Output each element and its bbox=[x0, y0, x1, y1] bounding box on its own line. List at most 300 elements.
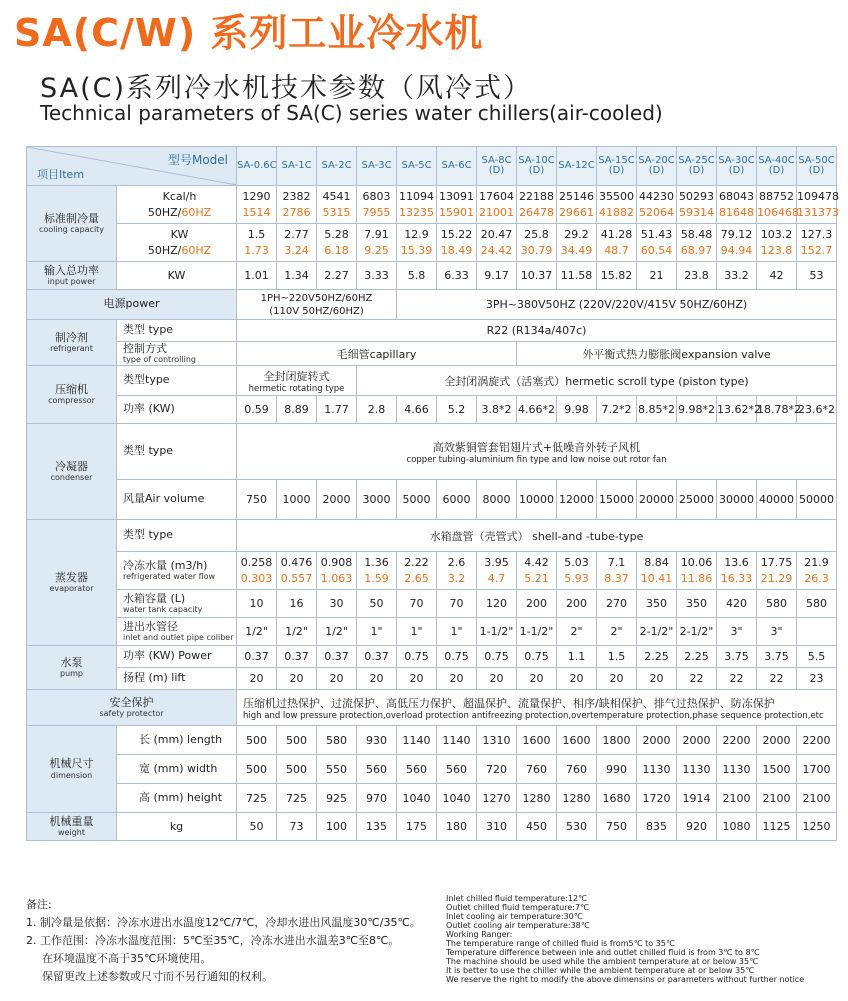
pump-lift-cell-value: 20 bbox=[609, 672, 624, 685]
evap-tank-label-en: water tank capacity bbox=[123, 605, 203, 615]
pump-power-cell bbox=[677, 646, 717, 668]
evaporator-pipe-cell bbox=[717, 618, 757, 646]
evaporator-tank-cell bbox=[317, 590, 357, 618]
model-suffix: (D) bbox=[768, 165, 785, 176]
input-power-unit bbox=[117, 262, 237, 290]
dimension-width-cell bbox=[397, 755, 437, 784]
evaporator-flow-cell-50hz: 5.03 bbox=[564, 555, 589, 569]
weight-cell bbox=[357, 813, 397, 841]
weight-cell bbox=[757, 813, 797, 841]
condenser-air-cell bbox=[557, 480, 597, 520]
kcal-cell-pair bbox=[757, 189, 799, 221]
evaporator-pipe-cell bbox=[637, 618, 677, 646]
compressor-power-cell-value: 13.62*2 bbox=[717, 403, 761, 416]
pump-power-cell-value: 3.75 bbox=[764, 650, 789, 663]
dimension-length-cell-value: 1310 bbox=[482, 733, 511, 747]
input-power-cell-value: 9.17 bbox=[484, 269, 509, 282]
evaporator-flow-cell-pair bbox=[317, 555, 356, 587]
dimension-height-cell bbox=[757, 784, 797, 813]
pump-lift-cell-value: 20 bbox=[409, 672, 424, 685]
input-power-unit-text: KW bbox=[167, 269, 186, 282]
note-cn-line: 2. 工作范围：冷冻水温度范围：5℃至35℃，冷冻水进出水温差3℃至8℃。 bbox=[26, 934, 400, 947]
model-header bbox=[517, 147, 557, 186]
kw-cell bbox=[637, 224, 677, 262]
model-name: SA-8C bbox=[481, 154, 512, 166]
dimension-width-cell bbox=[557, 755, 597, 784]
pump-power-cell-value: 2.25 bbox=[684, 650, 709, 663]
dimension-width-cell-value: 720 bbox=[486, 762, 507, 776]
pump-label bbox=[27, 646, 117, 690]
pump-label-cn: 水泵 bbox=[60, 655, 83, 669]
weight-cell bbox=[677, 813, 717, 841]
power-supply-single bbox=[237, 290, 397, 320]
kw-cell-60hz: 68.97 bbox=[680, 243, 713, 257]
kw-unit-pair bbox=[123, 227, 236, 259]
evaporator-pipe-cell-value: 2" bbox=[570, 625, 583, 638]
pump-lift-cell bbox=[557, 668, 597, 690]
dimension-length-cell bbox=[677, 726, 717, 755]
pump-power-cell-value: 1.1 bbox=[567, 650, 586, 663]
input-power-cell bbox=[797, 262, 837, 290]
power-supply-single-pair bbox=[237, 292, 396, 318]
comp-type-label: 类型type bbox=[123, 373, 170, 387]
kcal-cell-pair bbox=[397, 189, 436, 221]
evaporator-flow-cell bbox=[557, 552, 597, 590]
evaporator-tank-cell-value: 350 bbox=[646, 597, 667, 610]
model-name: SA-50C bbox=[798, 154, 835, 166]
evaporator-flow-cell bbox=[437, 552, 477, 590]
evaporator-tank-cell bbox=[597, 590, 637, 618]
evap-flow-label-en: refrigerated water flow bbox=[123, 572, 216, 582]
kcal-cell-60hz: 15901 bbox=[439, 205, 474, 219]
dimension-width-cell bbox=[637, 755, 677, 784]
input-power-cell bbox=[277, 262, 317, 290]
evaporator-flow-cell-pair bbox=[637, 555, 676, 587]
weight-cell-value: 750 bbox=[606, 820, 627, 833]
evaporator-flow-cell bbox=[357, 552, 397, 590]
condenser-air-cell-value: 750 bbox=[246, 493, 267, 506]
kw-cell-60hz: 3.24 bbox=[284, 243, 309, 257]
input-power-cell bbox=[597, 262, 637, 290]
dimension-label bbox=[27, 726, 117, 813]
evaporator-flow-cell-60hz: 4.7 bbox=[487, 571, 506, 585]
dimension-height-cell bbox=[597, 784, 637, 813]
kw-cell-50hz: 7.91 bbox=[364, 227, 389, 241]
kcal-cell-pair bbox=[317, 189, 356, 221]
model-suffix: (D) bbox=[808, 165, 825, 176]
input-power-cell bbox=[557, 262, 597, 290]
model-name: SA-15C bbox=[598, 154, 635, 166]
dimension-length-cell-value: 1140 bbox=[402, 733, 431, 747]
kcal-cell-pair bbox=[437, 189, 476, 221]
dimension-length-cell-value: 500 bbox=[286, 733, 307, 747]
pump-lift-cell-value: 20 bbox=[529, 672, 544, 685]
pump-lift-cell bbox=[517, 668, 557, 690]
dimension-length-label bbox=[117, 726, 237, 755]
compressor-power-cell-value: 3.8*2 bbox=[481, 403, 512, 416]
evaporator-flow-cell-50hz: 21.9 bbox=[804, 555, 829, 569]
kcal-cell bbox=[357, 186, 397, 224]
kcal-cell-60hz: 52064 bbox=[639, 205, 674, 219]
pump-lift-cell-value: 23 bbox=[809, 672, 824, 685]
compressor-type-label bbox=[117, 366, 237, 396]
condenser-air-cell bbox=[437, 480, 477, 520]
weight-cell-value: 50 bbox=[249, 820, 264, 833]
model-name: SA-10C bbox=[518, 154, 555, 166]
weight-cell-value: 835 bbox=[646, 820, 667, 833]
compressor-power-cell bbox=[357, 396, 397, 424]
compressor-power-cell-value: 4.66*2 bbox=[518, 403, 555, 416]
evaporator-pipe-cell bbox=[597, 618, 637, 646]
weight-cell-value: 135 bbox=[366, 820, 387, 833]
kw-cell-60hz: 152.7 bbox=[800, 243, 833, 257]
kcal-cell-50hz: 4541 bbox=[322, 189, 351, 203]
model-header bbox=[277, 147, 317, 186]
pump-power-cell bbox=[317, 646, 357, 668]
kw-cell-pair bbox=[597, 227, 636, 259]
refrigerant-label-en: refrigerant bbox=[50, 344, 93, 354]
kw-cell-50hz: 20.47 bbox=[480, 227, 513, 241]
comp-type-a: 全封闭旋转式 bbox=[263, 369, 330, 383]
dimension-height-cell-value: 2100 bbox=[762, 791, 791, 805]
evaporator-flow-cell-60hz: 5.93 bbox=[564, 571, 589, 585]
dimension-height-cell bbox=[637, 784, 677, 813]
dimension-width-cell-value: 500 bbox=[246, 762, 267, 776]
weight-unit bbox=[117, 813, 237, 841]
pump-lift-cell-value: 20 bbox=[329, 672, 344, 685]
note-en-line: The machine should be used while the ambient temperature at or below 35℃ bbox=[446, 957, 759, 966]
compressor-power-cell bbox=[277, 396, 317, 424]
dimension-height-cell bbox=[797, 784, 837, 813]
kcal-cell bbox=[277, 186, 317, 224]
note-cn-line: 备注: bbox=[26, 898, 52, 911]
input-power-cell-value: 15.82 bbox=[600, 269, 633, 282]
dimension-height-cell bbox=[357, 784, 397, 813]
safety-value-en: high and low pressure protection,overload protection antifreezing protection,overtemperature protection,phase sequence protection,etc bbox=[243, 710, 824, 721]
dimension-width-cell-value: 1700 bbox=[802, 762, 831, 776]
kcal-cell-60hz: 21001 bbox=[479, 205, 514, 219]
condenser-air-cell bbox=[757, 480, 797, 520]
evap-type-label: 类型 type bbox=[123, 528, 174, 542]
dimension-length-cell-value: 2000 bbox=[642, 733, 671, 747]
kw-cell-pair bbox=[517, 227, 556, 259]
pump-lift-cell bbox=[757, 668, 797, 690]
kcal-cell-pair bbox=[677, 189, 716, 221]
kw-cell bbox=[397, 224, 437, 262]
power-single: 1PH~220V50HZ/60HZ bbox=[260, 292, 373, 304]
evaporator-flow-cell bbox=[597, 552, 637, 590]
compressor-power-cell bbox=[517, 396, 557, 424]
evaporator-flow-cell-60hz: 2.65 bbox=[404, 571, 429, 585]
evaporator-tank-cell bbox=[237, 590, 277, 618]
evaporator-tank-cell bbox=[277, 590, 317, 618]
compressor-type-a bbox=[237, 366, 357, 396]
dimension-width-cell-value: 760 bbox=[566, 762, 587, 776]
kcal-cell-50hz: 6803 bbox=[362, 189, 391, 203]
dimension-width-cell-value: 560 bbox=[446, 762, 467, 776]
evaporator-flow-cell-pair bbox=[277, 555, 316, 587]
model-header bbox=[357, 147, 397, 186]
evap-tank-label: 水箱容量 (L) bbox=[123, 591, 186, 605]
evaporator-pipe-cell bbox=[397, 618, 437, 646]
kcal-cell-pair bbox=[597, 189, 636, 221]
weight-cell bbox=[797, 813, 837, 841]
kw-cell bbox=[437, 224, 477, 262]
input-power-label-en: input power bbox=[47, 277, 96, 287]
evaporator-pipe-cell-value: 1-1/2" bbox=[519, 625, 554, 638]
kcal-cell-50hz: 109478 bbox=[797, 189, 839, 203]
pump-power-cell bbox=[597, 646, 637, 668]
model-header bbox=[797, 147, 837, 186]
kcal-cell-pair bbox=[557, 189, 596, 221]
evaporator-pipe-cell-value: 1" bbox=[450, 625, 463, 638]
evaporator-flow-cell-50hz: 0.258 bbox=[240, 555, 273, 569]
pump-lift-cell-value: 22 bbox=[729, 672, 744, 685]
kcal-freq bbox=[148, 205, 211, 221]
pump-lift-cell-value: 22 bbox=[689, 672, 704, 685]
evaporator-flow-cell-pair bbox=[757, 555, 796, 587]
pump-lift-cell bbox=[317, 668, 357, 690]
kcal-cell-60hz: 81648 bbox=[719, 205, 754, 219]
dim-height-label: 高 (mm) height bbox=[139, 790, 223, 804]
evaporator-tank-cell-value: 200 bbox=[526, 597, 547, 610]
dimension-length-cell-value: 2200 bbox=[722, 733, 751, 747]
condenser-air-cell bbox=[477, 480, 517, 520]
evaporator-type-value bbox=[237, 520, 837, 552]
evaporator-flow-cell-60hz: 16.33 bbox=[720, 571, 753, 585]
evap-type-value: 水箱盘管（壳管式） shell-and -tube-type bbox=[429, 529, 644, 543]
dimension-length-cell-value: 1800 bbox=[602, 733, 631, 747]
power-single2: (110V 50HZ/60HZ) bbox=[269, 305, 364, 317]
model-name: SA-6C bbox=[441, 159, 472, 171]
kw-cell bbox=[757, 224, 797, 262]
cond-type-value-en: copper tubing-aluminium fin type and low noise out rotor fan bbox=[406, 454, 667, 465]
weight-label-en: weight bbox=[58, 828, 85, 838]
kcal-cell-pair bbox=[797, 189, 839, 221]
condenser-air-cell-value: 20000 bbox=[639, 493, 674, 506]
evaporator-pipe-cell-value: 1/2" bbox=[285, 625, 308, 638]
note-en-line: Working Ranger: bbox=[446, 930, 513, 939]
dimension-width-cell bbox=[477, 755, 517, 784]
compressor-power-cell-value: 2.8 bbox=[367, 403, 386, 416]
pump-power-cell-value: 0.37 bbox=[324, 650, 349, 663]
condenser-air-cell bbox=[797, 480, 837, 520]
weight-cell-value: 73 bbox=[289, 820, 304, 833]
condenser-label-en: condenser bbox=[50, 473, 93, 483]
input-power-label bbox=[27, 262, 117, 290]
evaporator-flow-cell-50hz: 8.84 bbox=[644, 555, 669, 569]
kcal-unit: Kcal/h bbox=[162, 189, 197, 203]
kcal-freq-50: 50HZ/ bbox=[147, 205, 182, 219]
dimension-height-cell bbox=[677, 784, 717, 813]
dimension-height-cell-value: 725 bbox=[286, 791, 307, 805]
model-name: SA-1C bbox=[281, 159, 312, 171]
dimension-height-cell bbox=[237, 784, 277, 813]
weight-cell bbox=[517, 813, 557, 841]
kcal-unit-pair bbox=[123, 189, 236, 221]
input-power-cell bbox=[237, 262, 277, 290]
evaporator-flow-cell-60hz: 1.59 bbox=[364, 571, 389, 585]
kw-cell-50hz: 51.43 bbox=[640, 227, 673, 241]
dimension-width-cell-value: 550 bbox=[326, 762, 347, 776]
evaporator-tank-cell bbox=[637, 590, 677, 618]
model-header bbox=[437, 147, 477, 186]
evaporator-tank-cell bbox=[677, 590, 717, 618]
input-power-cell bbox=[397, 262, 437, 290]
compressor-power-cell-value: 8.89 bbox=[284, 403, 309, 416]
evaporator-pipe-cell bbox=[757, 618, 797, 646]
compressor-power-cell-value: 18.78*2 bbox=[757, 403, 801, 416]
kw-cell-pair bbox=[717, 227, 756, 259]
evaporator-tank-cell bbox=[357, 590, 397, 618]
dimension-length-cell-value: 2200 bbox=[802, 733, 831, 747]
model-header bbox=[597, 147, 637, 186]
weight-cell-value: 450 bbox=[526, 820, 547, 833]
dimension-height-cell bbox=[317, 784, 357, 813]
kcal-cell-50hz: 2382 bbox=[282, 189, 311, 203]
evaporator-flow-cell-50hz: 2.6 bbox=[447, 555, 466, 569]
input-power-cell bbox=[757, 262, 797, 290]
condenser-label-cn: 冷凝器 bbox=[55, 459, 88, 473]
evaporator-flow-cell-60hz: 21.29 bbox=[760, 571, 793, 585]
pump-power-cell-value: 0.37 bbox=[284, 650, 309, 663]
dimension-length-cell-value: 1600 bbox=[562, 733, 591, 747]
condenser-air-cell-value: 6000 bbox=[442, 493, 471, 506]
evaporator-pipe-cell bbox=[477, 618, 517, 646]
model-name: SA-40C bbox=[758, 154, 795, 166]
kw-cell-50hz: 41.28 bbox=[600, 227, 633, 241]
compressor-type-b bbox=[357, 366, 837, 396]
kcal-cell bbox=[757, 186, 797, 224]
pump-lift-cell-value: 20 bbox=[449, 672, 464, 685]
evaporator-label-en: evaporator bbox=[49, 584, 94, 594]
weight-cell bbox=[477, 813, 517, 841]
notes-chinese bbox=[26, 896, 426, 986]
dimension-width-cell bbox=[797, 755, 837, 784]
evaporator-flow-cell bbox=[237, 552, 277, 590]
evaporator-pipe-cell bbox=[437, 618, 477, 646]
evaporator-tank-cell bbox=[717, 590, 757, 618]
evaporator-pipe-cell-value: 1/2" bbox=[245, 625, 268, 638]
evaporator-tank-cell-value: 70 bbox=[449, 597, 464, 610]
pump-lift-cell bbox=[597, 668, 637, 690]
evaporator-pipe-cell bbox=[357, 618, 397, 646]
dimension-length-cell bbox=[517, 726, 557, 755]
condenser-air-cell bbox=[317, 480, 357, 520]
evaporator-pipe-label bbox=[117, 618, 237, 646]
kcal-cell-pair bbox=[717, 189, 756, 221]
comp-type-b: 全封闭涡旋式（活塞式）hermetic scroll type (piston type) bbox=[444, 374, 749, 388]
compressor-power-cell bbox=[717, 396, 761, 424]
pump-lift-cell-value: 20 bbox=[249, 672, 264, 685]
note-en-line: Outlet chilled fluid temperature:7℃ bbox=[446, 903, 590, 912]
compressor-power-cell bbox=[477, 396, 517, 424]
dimension-length-cell bbox=[397, 726, 437, 755]
kcal-cell bbox=[637, 186, 677, 224]
kcal-cell-50hz: 22188 bbox=[519, 189, 554, 203]
model-name: SA-25C bbox=[678, 154, 715, 166]
evaporator-tank-cell bbox=[477, 590, 517, 618]
dimension-width-cell bbox=[437, 755, 477, 784]
input-power-cell bbox=[357, 262, 397, 290]
safety-value-cn: 压缩机过热保护、过流保护、高低压力保护、超温保护、流量保护、相序/缺相保护、排气过热保护、防冻保护 bbox=[243, 696, 775, 710]
input-power-cell-value: 2.27 bbox=[324, 269, 349, 282]
evaporator-flow-cell-pair bbox=[557, 555, 596, 587]
refrigerant-label bbox=[27, 320, 117, 366]
evaporator-tank-cell-value: 70 bbox=[409, 597, 424, 610]
pump-lift-cell-value: 20 bbox=[369, 672, 384, 685]
evaporator-flow-cell-pair bbox=[517, 555, 556, 587]
dimension-length-cell bbox=[437, 726, 477, 755]
kw-cell-pair bbox=[677, 227, 716, 259]
pump-power-cell bbox=[477, 646, 517, 668]
condenser-air-cell bbox=[717, 480, 757, 520]
dimension-height-cell-value: 1280 bbox=[522, 791, 551, 805]
dimension-width-cell-value: 1130 bbox=[682, 762, 711, 776]
kcal-cell-pair bbox=[637, 189, 676, 221]
pump-power-cell-value: 0.37 bbox=[244, 650, 269, 663]
ref-ctrl-label-en: type of controlling bbox=[123, 355, 196, 365]
pump-power-cell bbox=[237, 646, 277, 668]
evaporator-flow-cell-60hz: 5.21 bbox=[524, 571, 549, 585]
input-power-cell-value: 33.2 bbox=[724, 269, 749, 282]
weight-cell bbox=[637, 813, 677, 841]
kcal-cell bbox=[797, 186, 837, 224]
pump-lift-cell bbox=[237, 668, 277, 690]
header-model-label: 型号Model bbox=[167, 153, 228, 167]
subtitle-chinese: SA(C)系列冷水机技术参数（风冷式） bbox=[40, 73, 533, 104]
model-header bbox=[317, 147, 357, 186]
input-power-cell-value: 1.34 bbox=[284, 269, 309, 282]
pump-power-cell bbox=[757, 646, 797, 668]
dimension-length-cell-value: 1600 bbox=[522, 733, 551, 747]
condenser-air-cell bbox=[277, 480, 317, 520]
evaporator-pipe-cell bbox=[517, 618, 557, 646]
safety-label bbox=[27, 690, 237, 726]
dimension-height-cell bbox=[517, 784, 557, 813]
dimension-length-cell-value: 2000 bbox=[682, 733, 711, 747]
weight-cell-value: 180 bbox=[446, 820, 467, 833]
note-en-line: Inlet chilled fluid temperature:12℃ bbox=[446, 894, 588, 903]
evaporator-flow-cell bbox=[757, 552, 797, 590]
evaporator-flow-cell bbox=[477, 552, 517, 590]
evaporator-tank-cell-value: 16 bbox=[289, 597, 304, 610]
kcal-cell-50hz: 13091 bbox=[439, 189, 474, 203]
compressor-power-cell bbox=[437, 396, 477, 424]
kw-cell-60hz: 30.79 bbox=[520, 243, 553, 257]
evaporator-flow-cell-pair bbox=[357, 555, 396, 587]
compressor-power-cell-value: 1.77 bbox=[324, 403, 349, 416]
evaporator-flow-cell-pair bbox=[397, 555, 436, 587]
dim-length-label: 长 (mm) length bbox=[139, 732, 223, 746]
dimension-length-cell-value: 2000 bbox=[762, 733, 791, 747]
evaporator-tank-cell-value: 120 bbox=[486, 597, 507, 610]
weight-cell bbox=[277, 813, 317, 841]
evaporator-flow-cell bbox=[637, 552, 677, 590]
dimension-label-en: dimension bbox=[50, 770, 93, 780]
kw-cell-50hz: 79.12 bbox=[720, 227, 753, 241]
compressor-power-cell-value: 23.6*2 bbox=[798, 403, 835, 416]
compressor-power-cell bbox=[597, 396, 637, 424]
pump-power-cell bbox=[637, 646, 677, 668]
kw-cell-60hz: 9.25 bbox=[364, 243, 389, 257]
dimension-width-cell-value: 1500 bbox=[762, 762, 791, 776]
evaporator-pipe-cell-value: 3" bbox=[770, 625, 783, 638]
evaporator-type-label bbox=[117, 520, 237, 552]
dimension-width-cell bbox=[317, 755, 357, 784]
kcal-cell-60hz: 1514 bbox=[242, 205, 271, 219]
kw-cell-60hz: 94.94 bbox=[720, 243, 753, 257]
